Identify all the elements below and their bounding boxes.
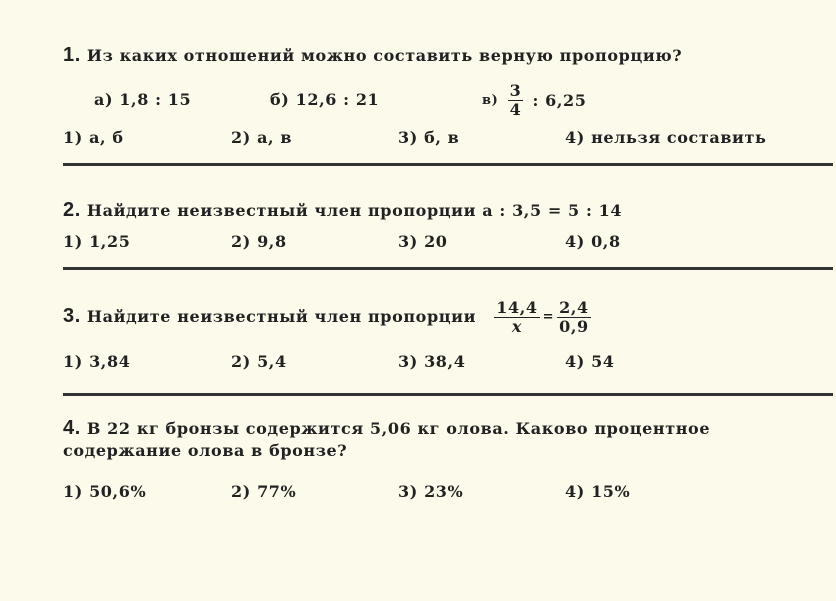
task-3-fraction-right-denominator: 0,9	[559, 317, 589, 336]
variant-c-fraction	[508, 82, 524, 119]
task-4-answers	[63, 482, 833, 506]
variant-c-denominator: 4	[509, 100, 522, 119]
task-3-answers	[63, 352, 833, 376]
task-4-number: 4.	[63, 417, 81, 439]
divider-3	[63, 393, 833, 396]
task-4	[63, 417, 833, 462]
task-4-text-line-2: содержание олова в бронзе?	[63, 441, 348, 460]
task-3-answer-4[interactable]: 4) 54	[565, 352, 615, 371]
task-2-answer-1[interactable]: 1) 1,25	[63, 232, 131, 251]
variant-c-numerator: 3	[509, 81, 522, 100]
task-2-answers	[63, 232, 833, 256]
task-3-fraction-right-numerator: 2,4	[559, 298, 589, 317]
task-3-answer-2[interactable]: 2) 5,4	[231, 352, 287, 371]
task-4-answer-3[interactable]: 3) 23%	[398, 482, 464, 501]
task-2-answer-4[interactable]: 4) 0,8	[565, 232, 621, 251]
task-3-fraction-left-numerator: 14,4	[496, 298, 538, 317]
task-3-answer-1[interactable]: 1) 3,84	[63, 352, 131, 371]
task-1-answer-4[interactable]: 4) нельзя составить	[565, 128, 767, 147]
divider-2	[63, 267, 833, 270]
variant-c-suffix: : 6,25	[532, 91, 587, 110]
task-2-question	[63, 199, 833, 222]
task-4-answer-1[interactable]: 1) 50,6%	[63, 482, 147, 501]
task-3-answer-3[interactable]: 3) 38,4	[398, 352, 466, 371]
task-3-question	[63, 290, 833, 342]
task-2-number: 2.	[63, 199, 81, 221]
task-1-answers	[63, 128, 833, 152]
task-3-fraction-left	[494, 299, 539, 336]
task-4-question-line-1	[63, 417, 833, 440]
task-1-text: Из каких отношений можно составить верную пропорцию?	[86, 46, 683, 65]
task-1-answer-3[interactable]: 3) б, в	[398, 128, 460, 147]
task-2-answer-3[interactable]: 3) 20	[398, 232, 448, 251]
task-2-text: Найдите неизвестный член пропорции а : 3,5 = 5 : 14	[86, 201, 623, 220]
divider-1	[63, 163, 833, 166]
variant-c-prefix: в)	[482, 93, 499, 108]
task-1-answer-2[interactable]: 2) а, в	[231, 128, 293, 147]
task-3-fraction-right	[557, 299, 591, 336]
variant-c	[482, 82, 587, 119]
task-1-variants	[94, 82, 794, 122]
task-4-text-line-1: В 22 кг бронзы содержится 5,06 кг олова. Каково процентное	[86, 419, 711, 438]
task-1-question	[63, 44, 833, 67]
task-3-text: Найдите неизвестный член пропорции	[86, 307, 477, 326]
task-3	[63, 290, 833, 342]
task-4-answer-4[interactable]: 4) 15%	[565, 482, 631, 501]
task-4-answer-2[interactable]: 2) 77%	[231, 482, 297, 501]
task-2	[63, 199, 833, 222]
task-3-number: 3.	[63, 305, 81, 327]
task-1	[63, 44, 833, 67]
task-3-fraction-left-denominator: x	[511, 317, 523, 336]
task-1-answer-1[interactable]: 1) а, б	[63, 128, 124, 147]
task-4-question-line-2	[63, 440, 833, 462]
task-3-equals: =	[542, 309, 555, 325]
variant-b: б) 12,6 : 21	[270, 90, 380, 109]
task-2-answer-2[interactable]: 2) 9,8	[231, 232, 287, 251]
task-1-number: 1.	[63, 44, 81, 66]
variant-a: а) 1,8 : 15	[94, 90, 192, 109]
